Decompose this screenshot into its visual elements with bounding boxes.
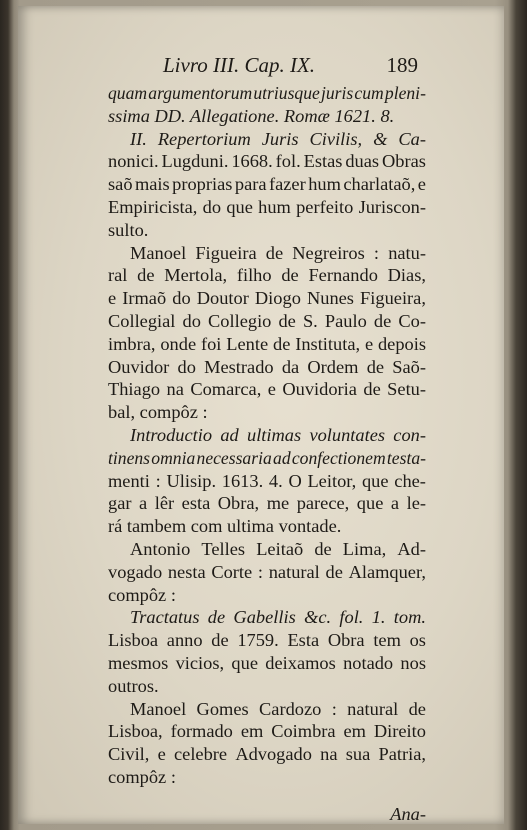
text-line (108, 333, 426, 356)
word: cum (354, 83, 384, 103)
word: charlataõ, (343, 174, 416, 195)
word: em (240, 721, 264, 742)
word: e (364, 333, 374, 354)
word: Figueira (195, 242, 257, 263)
word: de (408, 698, 426, 719)
text-line (108, 538, 426, 561)
word: Repertorium (157, 128, 251, 149)
word: Advogado (235, 744, 312, 765)
text-line (108, 264, 426, 287)
word: con- (393, 424, 426, 445)
word: da (281, 356, 300, 377)
word: argumentorum (148, 83, 253, 103)
word: vicios, (175, 652, 225, 673)
word: : (155, 470, 161, 491)
word: nos (400, 652, 426, 673)
word: Juriscon- (358, 196, 426, 217)
word: deixamos (265, 652, 336, 673)
word: Ouvidor (108, 356, 170, 377)
word: depois (377, 333, 426, 354)
word: Gomes (196, 698, 249, 719)
word: vogado (108, 561, 163, 582)
word: que (361, 470, 389, 491)
word: Empiricista, (108, 196, 198, 217)
text-line: outros. (108, 675, 159, 696)
word: e (267, 379, 276, 400)
word: O (288, 470, 302, 491)
word: Alamquer, (348, 561, 426, 582)
word: nonici. (108, 151, 159, 172)
word: a (139, 493, 148, 514)
text-line (108, 606, 426, 629)
word: le- (406, 493, 426, 514)
word: juris (320, 83, 354, 103)
word: Telles (201, 538, 246, 559)
word: e (108, 288, 117, 309)
word: parece, (296, 493, 350, 514)
word: Nunes (306, 288, 354, 309)
word: Civil, (108, 744, 150, 765)
text-line (108, 196, 426, 219)
word: e (157, 744, 166, 765)
word: que (356, 493, 384, 514)
word: Mertola, (164, 265, 228, 286)
word: do (177, 356, 196, 377)
word: e (417, 174, 426, 195)
word: Civilis, (309, 128, 363, 149)
word: che- (394, 470, 426, 491)
word: de (265, 242, 284, 263)
word: II. (130, 128, 147, 149)
word: Obras (382, 151, 426, 172)
word: natu- (388, 242, 426, 263)
word: Lente (226, 333, 269, 354)
word: Ordem (307, 356, 359, 377)
word: de (137, 265, 155, 286)
word: fol. (339, 607, 364, 628)
catchword-line (108, 803, 426, 826)
word: voluntates (309, 424, 386, 445)
word: tom. (393, 607, 426, 628)
word: a (390, 493, 400, 514)
word: Antonio (130, 538, 191, 559)
text-line (108, 743, 426, 766)
word: Irmaõ (122, 288, 167, 309)
word: Leitaõ (256, 538, 304, 559)
word: Figueira, (360, 288, 426, 309)
word: Fernando (308, 265, 378, 286)
word: necessaria (196, 447, 272, 468)
text-line (108, 310, 426, 333)
text-line: compôz : (108, 584, 176, 605)
word: mais (134, 174, 170, 195)
word: natural (347, 698, 399, 719)
word: pleni- (384, 83, 426, 103)
text-line (108, 378, 426, 401)
word: Direito (373, 721, 426, 742)
word: Negreiros (292, 242, 365, 263)
word: gar (108, 493, 132, 514)
word: &c. (304, 607, 332, 628)
text-line (108, 173, 426, 196)
word: proprias (172, 174, 233, 195)
word: Ad- (397, 538, 426, 559)
word: Dias, (387, 265, 426, 286)
word: : (257, 561, 264, 582)
book-page (18, 6, 504, 824)
word: Ouvidoria (282, 379, 357, 400)
word: Mestrado (204, 356, 274, 377)
word: ad (220, 424, 239, 445)
word: hum (308, 174, 341, 195)
word: : (331, 698, 337, 719)
word: de (281, 265, 299, 286)
word: imbra, (108, 333, 156, 354)
word: de (211, 630, 229, 651)
word: ultimas (247, 424, 302, 445)
word: Collegial (108, 310, 176, 331)
text-line (108, 492, 426, 515)
text-line (108, 424, 426, 447)
word: de (314, 538, 332, 559)
word: Comarca, (190, 379, 262, 400)
word: na (320, 744, 338, 765)
text-line (108, 242, 426, 265)
word: Doutor (196, 288, 249, 309)
word: em (343, 721, 366, 742)
text-line (108, 356, 426, 379)
word: S. (302, 310, 318, 331)
word: notado (343, 652, 394, 673)
word: Obra (327, 630, 365, 651)
word: mesmos (108, 652, 169, 673)
word: de (363, 379, 381, 400)
word: Diogo (254, 288, 301, 309)
word: Thiago (108, 379, 161, 400)
text-line (108, 652, 426, 675)
word: Lisboa, (108, 721, 163, 742)
word: que (231, 652, 258, 673)
word: Saõ- (392, 356, 426, 377)
word: tem (373, 630, 401, 651)
running-title: Livro III. Cap. IX. (163, 53, 316, 77)
word: confectionem (291, 447, 386, 468)
word: do (202, 196, 222, 217)
word: Esta (287, 630, 320, 651)
word: quam (108, 83, 148, 103)
word: Introductio (130, 424, 213, 445)
text-line (108, 287, 426, 310)
word: filho (236, 265, 272, 286)
word: do (172, 288, 191, 309)
text-line: rá tambem com ultima vontade. (108, 516, 342, 537)
word: Leitor, (307, 470, 357, 491)
word: foi (200, 333, 222, 354)
word: Lisboa (108, 630, 159, 651)
word: utriusque (253, 83, 320, 103)
word: & (373, 128, 388, 149)
word: 1759. (237, 630, 279, 651)
word: de (325, 561, 343, 582)
word: ral (108, 265, 128, 286)
word: : (373, 242, 380, 263)
word: nesta (167, 561, 206, 582)
word: perfeito (296, 196, 354, 217)
word: de (366, 356, 385, 377)
word: de (273, 333, 291, 354)
word: de (278, 310, 296, 331)
catchword: Ana- (390, 803, 426, 824)
word: onde (160, 333, 197, 354)
word: Estas (303, 151, 343, 172)
word: Setu- (387, 379, 426, 400)
word: Corte (211, 561, 253, 582)
page-text (108, 54, 426, 826)
word: Juris (261, 128, 299, 149)
word: 1668. (231, 151, 273, 172)
word: sua (345, 744, 371, 765)
word: me (266, 493, 290, 514)
word: Manoel (130, 242, 187, 263)
text-line (108, 470, 426, 493)
word: tinens (108, 447, 151, 468)
word: Tractatus (130, 607, 200, 628)
word: Ca- (398, 128, 426, 149)
word: esta (181, 493, 211, 514)
word: 1613. (221, 470, 264, 491)
text-line: compôz : (108, 766, 176, 787)
word: lêr (154, 493, 175, 514)
word: do (182, 310, 201, 331)
word: na (166, 379, 184, 400)
word: saõ (108, 174, 133, 195)
text-lines (108, 82, 426, 789)
text-line (108, 561, 426, 584)
text-line (108, 150, 426, 173)
word: ad (273, 447, 291, 468)
word: Collegio (208, 310, 272, 331)
text-line (108, 128, 426, 151)
text-line: sulto. (108, 219, 149, 240)
text-line: bal, compôz : (108, 402, 208, 423)
word: Gabellis (233, 607, 296, 628)
word: hum (258, 196, 291, 217)
text-line (108, 629, 426, 652)
word: duas (345, 151, 380, 172)
text-line (108, 698, 426, 721)
text-line (108, 82, 426, 105)
word: de (373, 310, 392, 331)
word: para (234, 174, 267, 195)
word: fazer (268, 174, 306, 195)
text-line (108, 720, 426, 743)
page-header (108, 54, 426, 80)
word: Cardozo (259, 698, 322, 719)
word: Paulo (324, 310, 367, 331)
word: Lugduni. (161, 151, 229, 172)
word: Obra, (217, 493, 260, 514)
word: Patria, (378, 744, 426, 765)
word: formado (170, 721, 233, 742)
word: Lima, (342, 538, 387, 559)
text-line (108, 447, 426, 470)
word: natural (268, 561, 320, 582)
word: omnia (151, 447, 196, 468)
word: Coimbra (271, 721, 336, 742)
text-line: ssima DD. Allegatione. Romæ 1621. 8. (108, 105, 395, 126)
word: celebre (174, 744, 228, 765)
word: 1. (371, 607, 386, 628)
word: os (409, 630, 426, 651)
word: Instituta, (295, 333, 361, 354)
word: que (226, 196, 253, 217)
word: Co- (398, 310, 426, 331)
word: 4. (268, 470, 283, 491)
page-number: 189 (386, 53, 418, 77)
word: de (207, 607, 226, 628)
word: Manoel (130, 698, 187, 719)
word: menti (108, 470, 150, 491)
word: testa- (386, 447, 426, 468)
word: Ulisip. (166, 470, 217, 491)
word: anno (166, 630, 203, 651)
word: fol. (275, 151, 301, 172)
